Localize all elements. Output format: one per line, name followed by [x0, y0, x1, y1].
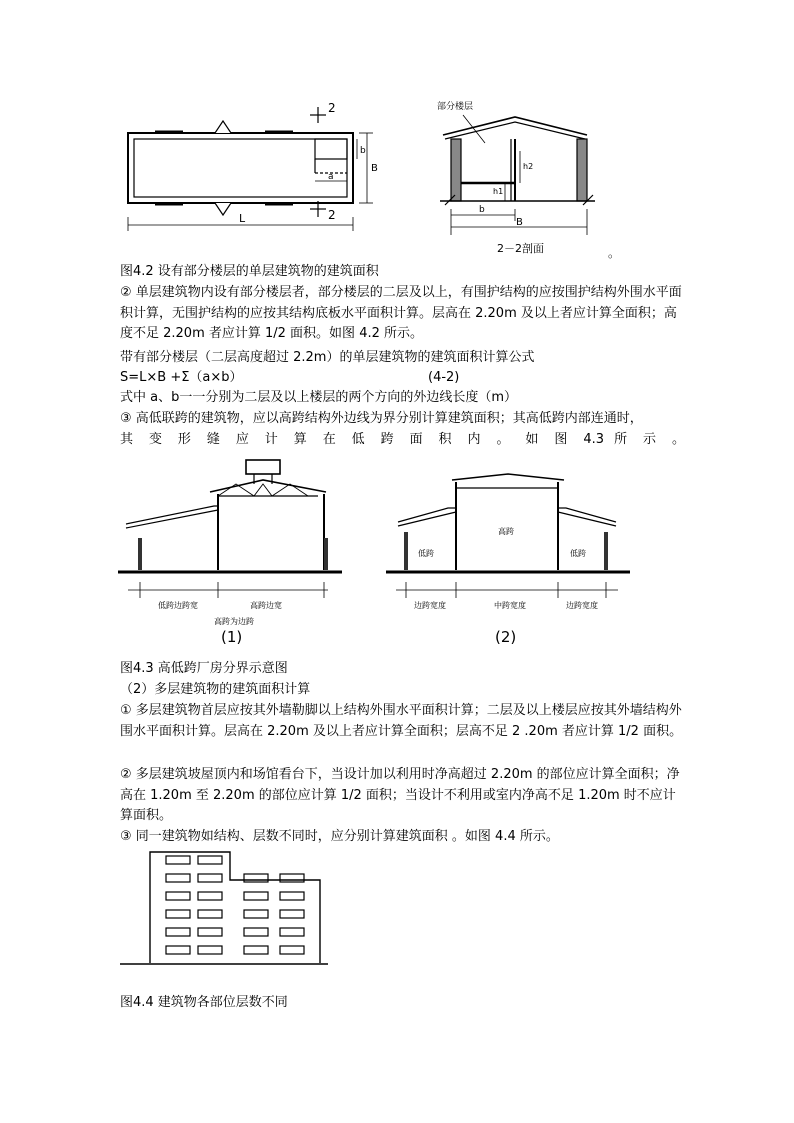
window-grid	[166, 856, 304, 954]
figure-num-1: (1)	[221, 628, 243, 646]
paragraph-multi-2: ② 多层建筑坡屋顶内和场馆看台下，当设计加以利用时净高超过 2.20m 的部位应计算全面积；净高在 1.20m 至 2.20m 的部位应计算 1/2 面积；当设计不利用或室内净高不足 1.20m 时不应计算面积。	[120, 767, 680, 823]
window	[244, 874, 268, 882]
figure-4-4	[120, 850, 330, 970]
window	[198, 892, 222, 900]
cut-label-bottom: 2	[328, 208, 336, 222]
window	[166, 856, 190, 864]
figure-num-2: (2)	[495, 628, 517, 646]
dim-a: a	[328, 172, 334, 182]
left-section	[118, 460, 342, 598]
label-high-as-edge: 高跨为边跨	[214, 617, 254, 626]
dim-edge-right: 边跨宽度	[566, 601, 598, 610]
paragraph-multi-1: ① 多层建筑物首层应按其外墙勒脚以上结构外围水平面积计算；二层及以上楼层应按其外墙结构外围水平面积计算。层高在 2.20m 及以上者应计算全面积；层高不足 2 .20m 者应计算 1/2 面积。	[120, 703, 683, 739]
formula-number: (4-2)	[428, 370, 460, 385]
figure-4-2	[115, 95, 635, 265]
window	[198, 910, 222, 918]
paragraph-high-low-span: ③ 高低联跨的建筑物，应以高跨结构外边线为界分别计算建筑面积；其高低跨内部连通时，	[120, 411, 643, 426]
dim-b: b	[360, 146, 366, 156]
window	[198, 856, 222, 864]
window	[244, 892, 268, 900]
window	[244, 946, 268, 954]
caption-fig-4-3: 图4.3 高低跨厂房分界示意图	[120, 661, 288, 676]
plan-drawing	[128, 107, 373, 231]
figure-4-3	[118, 452, 638, 652]
paragraph-high-low-span-2: 其 变 形 缝 应 计 算 在 低 跨 面 积 内 。 如 图 4.3 所 示 。	[120, 432, 685, 447]
window	[280, 946, 304, 954]
formula-title: 带有部分楼层（二层高度超过 2.2m）的单层建筑物的建筑面积计算公式	[120, 350, 535, 365]
window	[166, 874, 190, 882]
label-high: 高跨	[498, 527, 514, 536]
window	[244, 928, 268, 936]
dim-edge-left: 边跨宽度	[414, 601, 446, 610]
dim-h2: h2	[523, 162, 534, 171]
dim-mid: 中跨宽度	[494, 601, 526, 610]
window	[166, 892, 190, 900]
end-mark: 。	[608, 246, 621, 260]
dim-B: B	[371, 163, 378, 174]
dim-B-section: B	[516, 217, 523, 228]
label-low-span-width: 低跨边跨宽	[158, 601, 198, 610]
section-name: 2－2剖面	[497, 242, 544, 255]
formula-expression: S=L×B +Σ（a×b）	[120, 370, 243, 385]
label-partial-floor: 部分楼层	[437, 102, 474, 112]
label-high-span-width: 高跨边宽	[250, 601, 282, 610]
label-low-right: 低跨	[570, 549, 586, 558]
window	[166, 928, 190, 936]
window	[166, 946, 190, 954]
caption-fig-4-4: 图4.4 建筑物各部位层数不同	[120, 995, 288, 1010]
paragraph-partial-floor: ② 单层建筑物内设有部分楼层者，部分楼层的二层及以上，有围护结构的应按围护结构外围水平面积计算，无围护结构的应按其结构底板水平面积计算。层高在 2.20m 及以上者应计算全面积；高度不足 2.20m 者应计算 1/2 面积。如图 4.2 所示。	[120, 285, 682, 341]
paragraph-multi-3: ③ 同一建筑物如结构、层数不同时，应分别计算建筑面积 。如图 4.4 所示。	[120, 829, 559, 844]
label-low-left: 低跨	[418, 549, 434, 558]
cut-label-top: 2	[328, 101, 336, 115]
window	[280, 874, 304, 882]
formula	[120, 368, 685, 389]
right-section	[386, 474, 630, 598]
dim-L: L	[239, 212, 246, 225]
window	[198, 928, 222, 936]
window	[280, 892, 304, 900]
dim-h1: h1	[493, 187, 504, 196]
window	[198, 874, 222, 882]
window	[198, 946, 222, 954]
caption-fig-4-2: 图4.2 设有部分楼层的单层建筑物的建筑面积	[120, 264, 379, 279]
formula-note: 式中 a、b一一分别为二层及以上楼层的两个方向的外边线长度（m）	[120, 390, 518, 405]
window	[280, 928, 304, 936]
dim-b-section: b	[479, 205, 485, 215]
window	[244, 910, 268, 918]
window	[166, 910, 190, 918]
section-heading-multi-storey: （2）多层建筑物的建筑面积计算	[120, 682, 311, 697]
window	[280, 910, 304, 918]
